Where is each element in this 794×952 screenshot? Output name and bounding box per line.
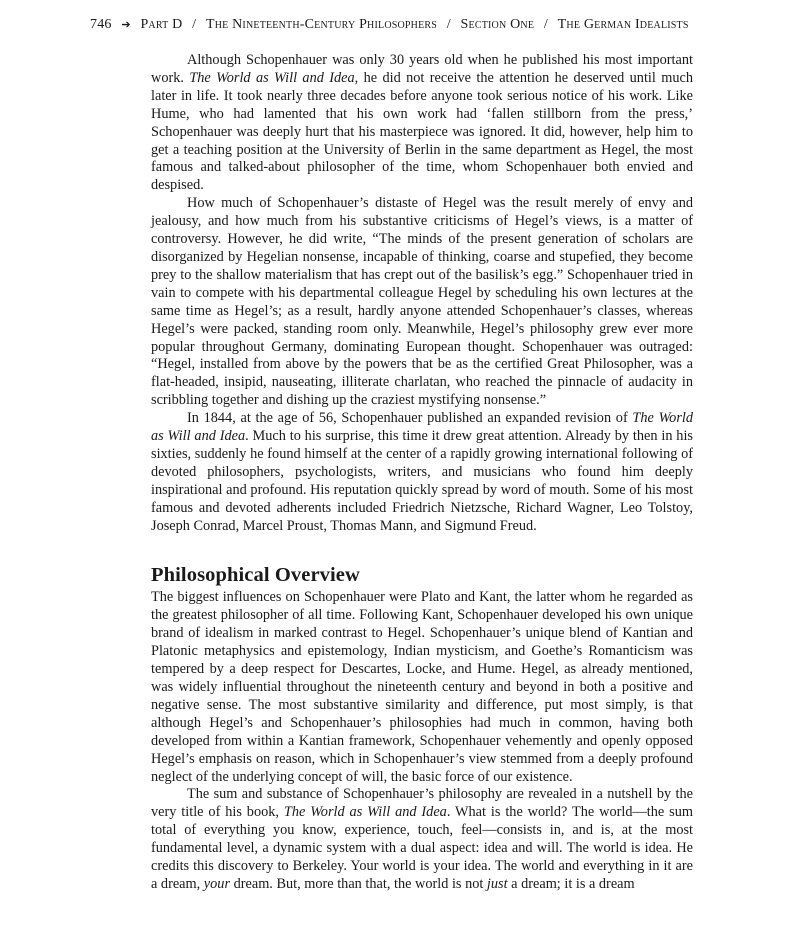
subsection-label: The German Idealists [557,17,689,32]
part-label: Part D [140,17,183,32]
text-run: a dream; it is a dream [507,875,635,892]
paragraph [151,410,693,535]
book-title: The Nineteenth-Century Philosophers [205,17,438,32]
running-head [90,17,710,33]
text-run: In 1844, at the age of 56, Schopenhauer published an expanded revision of [187,410,633,427]
body-text [151,52,693,894]
separator: / [446,17,451,32]
text-run: , he did not receive the attention he deserved until much later in life. It took nearly three decades before anyone took serious notice of his work. Like Hume, who had lamented that his own work had ‘fallen stillborn from the press,’ Schopenhauer was deeply hurt that his masterpiece was ignored. It did, however, help him to get a teaching position at the University of Berlin in the same department as Hegel, the most famous and talked-about philosopher of the time, whom Schopenhauer both envied and despised. [151,69,693,194]
arrow-icon: ➔ [121,19,131,31]
paragraph [151,786,693,893]
text-run: Although Schopenhauer was only 30 years old when he published his most important work. [151,52,693,86]
paragraph: The biggest influences on Schopenhauer were Plato and Kant, the latter whom he regarded as the greatest philosopher of all time. Following Kant, Schopenhauer developed his own unique brand of idealism in marked contrast to Hegel. Schopenhauer’s unique blend of Kantian and Platonic metaphysics and epistemology, Indian mysticism, and Goethe’s Romanticism was tempered by a deep respect for Descartes, Locke, and Hume. Hegel, as already mentioned, was widely influential throughout the nineteenth century and beyond in both a positive and negative sense. The most substantive similarity and difference, put most simply, is that although Hegel’s and Schopenhauer’s philosophies had much in common, having both developed from within a Kantian framework, Schopenhauer vehemently and openly opposed Hegel’s emphasis on reason, which in Schopenhauer’s view stemmed from a deeply profound neglect of the underlying concept of will, the basic force of our existence. [151,589,693,785]
text-run: The sum and substance of Schopenhauer’s philosophy are revealed in a nutshell by the very title of his book, [151,786,693,821]
text-run: . What is the world? The world—the sum total of everything you know, experience, touch, feel—consists in, and is, at the most fundamental level, a dynamic system with a dual aspect: idea and will. The world is idea. He credits this discovery to Berkeley. Your world is your idea. The world and everything in it are a dream, [151,804,693,892]
emphasis-italic: just [486,875,508,892]
text-run: . Much to his surprise, this time it drew great attention. Already by then in his sixties, suddenly he found himself at the center of a rapidly growing international following of devoted philosophers, psychologists, writers, and musicians who found him deeply inspirational and profound. His reputation quickly spread by word of mouth. Some of his most famous and devoted adherents included Friedrich Nietzsche, Richard Wagner, Leo Tolstoy, Joseph Conrad, Marcel Proust, Thomas Mann, and Sigmund Freud. [151,428,693,534]
book-title-italic: The World as Will and Idea [283,804,447,821]
paragraph: How much of Schopenhauer’s distaste of Hegel was the result merely of envy and jealousy, and how much from his substantive criticisms of Hegel’s views, is a matter of controversy. However, he did write, “The minds of the present generation of scholars are disorganized by Hegelian nonsense, incapable of thinking, coarse and stupefied, they become prey to the shallow materialism that has crept out of the basilisk’s egg.” Schopenhauer tried in vain to compete with his departmental colleague Hegel by scheduling his own lectures at the same time as Hegel’s; as a result, hardly anyone attended Schopenhauer’s classes, whereas Hegel’s were packed, standing room only. Meanwhile, Hegel’s philosophy grew ever more popular throughout Germany, dominating European thought. Schopenhauer was outraged: “Hegel, installed from above by the powers that be as the certified Great Philosopher, was a flat-headed, insipid, nauseating, illiterate charlatan, who reached the pinnacle of audacity in scribbling together and dishing up the craziest mystifying nonsense.” [151,195,693,409]
paragraph [151,52,693,195]
section-label: Section One [460,17,535,32]
separator: / [192,17,197,32]
separator: / [543,17,548,32]
book-title-italic: The World as Will and Idea [189,69,355,86]
section-heading: Philosophical Overview [151,564,360,587]
emphasis-italic: your [203,875,231,892]
book-title-italic: The World as Will and Idea [151,410,693,445]
text-run: dream. But, more than that, the world is not [230,875,487,892]
page-number: 746 [90,17,112,32]
